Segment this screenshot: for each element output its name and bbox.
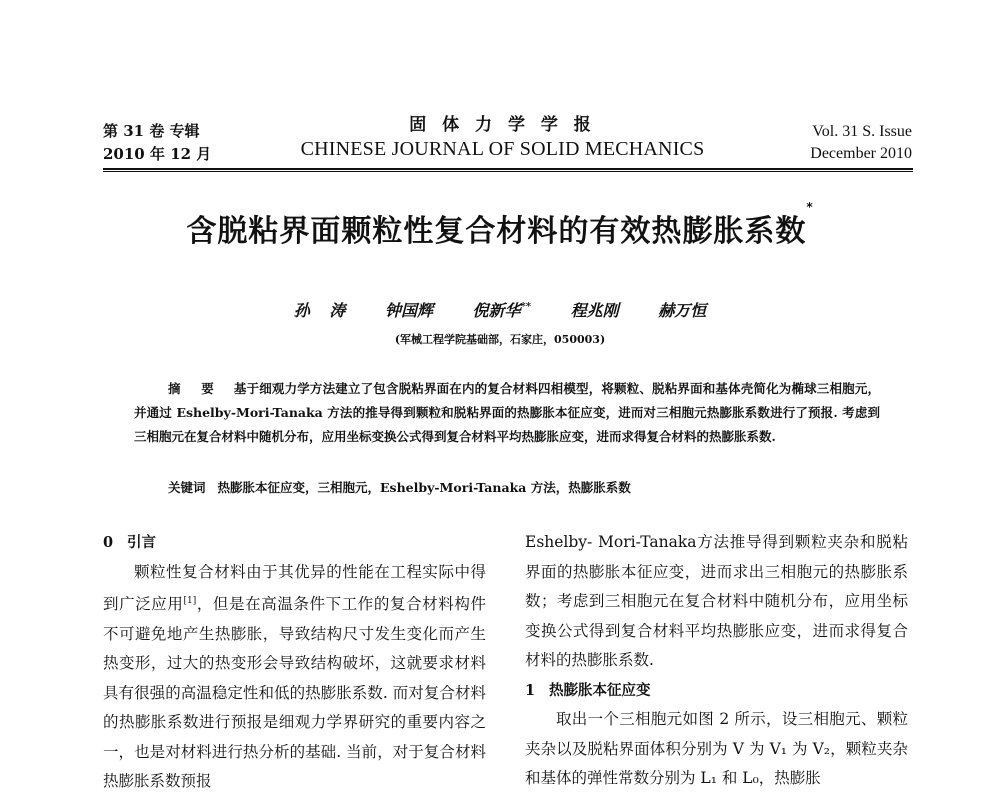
section-number: 1 [525, 681, 536, 699]
issue-info [103, 120, 211, 166]
keywords [168, 478, 631, 496]
right-column [525, 528, 908, 794]
section-heading [103, 528, 486, 558]
section-title: 热膨胀本征应变 [549, 681, 651, 699]
author-list [100, 298, 900, 321]
paragraph: 颗粒性复合材料由于其优异的性能在工程实际中得到广泛应用[1]，但是在高温条件下工作的复合材料构件不可避免地产生热膨胀，导致结构尺寸发生变化而产生热变形，过大的热变形会导致结构破坏，这就要求材料具有很强的高温稳定性和低的热膨胀系数. 而对复合材料的热膨胀系数进行预报是细观力学界研究的重要内容之一，也是对材料进行热分析的基础. 当前，对于复合材料热膨胀系数预报 [103, 562, 486, 791]
volume-label-en: Vol. 31 S. Issue [812, 123, 912, 140]
section-title: 引言 [127, 534, 156, 551]
header-rule-thin [103, 171, 913, 172]
author: 钟国辉 [384, 301, 433, 320]
date-label-en: December 2010 [810, 145, 912, 162]
keywords-text: 热膨胀本征应变，三相胞元，Eshelby-Mori-Tanaka 方法，热膨胀系数 [217, 480, 631, 495]
section-number: 0 [103, 534, 114, 551]
abstract-text: 基于细观力学方法建立了包含脱粘界面在内的复合材料四相模型，将颗粒、脱粘界面和基体壳简化为椭球三相胞元，并通过 Eshelby-Mori-Tanaka 方法的推导得到颗粒和脱粘界面的热膨胀本征应变，进而对三相胞元热膨胀系数进行了预报. 考虑到三相胞元在复合材料中随机分布，应用坐标变换公式得到复合材料平均热膨胀应变，进而求得复合材料的热膨胀系数. [134, 381, 880, 444]
author: 孙 涛 [293, 301, 346, 320]
abstract [134, 377, 880, 449]
citation-ref[interactable]: [1] [183, 596, 197, 606]
journal-name-en: CHINESE JOURNAL OF SOLID MECHANICS [300, 138, 705, 160]
journal-name-cn: 固 体 力 学 学 报 [409, 115, 596, 135]
affiliation: (军械工程学院基础部，石家庄，050003) [394, 333, 606, 346]
paper-title [100, 200, 900, 250]
issue-info-en [810, 121, 912, 165]
author: 程兆刚 [570, 301, 619, 320]
journal-header [285, 114, 720, 162]
date-label: 2010 年 12 月 [103, 145, 212, 163]
header-rule-thick [103, 168, 913, 170]
keywords-label: 关键词 [168, 480, 206, 495]
title-text: 含脱粘界面颗粒性复合材料的有效热膨胀系数 [186, 214, 807, 249]
left-column [103, 528, 486, 797]
author: 倪新华** [472, 301, 532, 320]
paragraph: 取出一个三相胞元如图 2 所示，设三相胞元、颗粒夹杂以及脱粘界面体积分别为 V 为 V₁ 为 V₂，颗粒夹杂和基体的弹性常数分别为 L₁ 和 L₀，热膨胀 [525, 710, 908, 787]
volume-label: 第 31 卷 专辑 [103, 122, 200, 140]
author-mark: ** [520, 301, 532, 313]
author: 赫万恒 [658, 301, 707, 320]
section-heading [525, 676, 908, 706]
paragraph: Eshelby- Mori-Tanaka方法推导得到颗粒夹杂和脱粘界面的热膨胀本征应变，进而求出三相胞元的热膨胀系数；考虑到三相胞元在复合材料中随机分布，应用坐标变换公式得到复合材料平均热膨胀应变，进而求得复合材料的热膨胀系数. [525, 533, 908, 669]
abstract-label: 摘 要 [168, 381, 222, 396]
title-footnote-mark: * [806, 200, 814, 214]
